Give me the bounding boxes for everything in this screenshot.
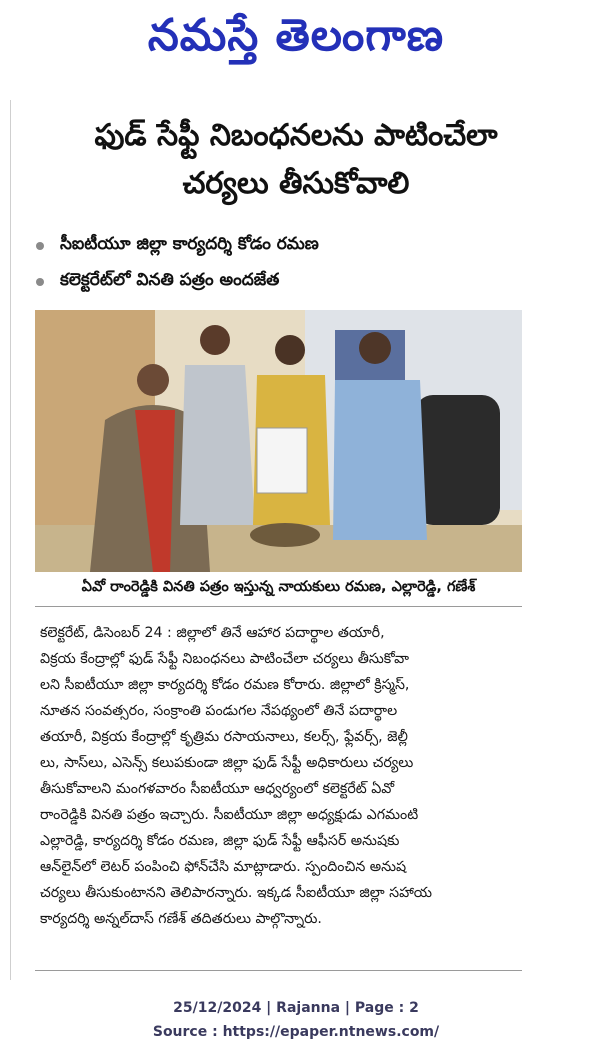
article-line: రాంరెడ్డికి వినతి పత్రం ఇచ్చారు. సీఐటీయూ జిల్లా అధ్యక్షుడు ఎగమంటి <box>40 807 419 823</box>
photo-caption: ఏవో రాంరెడ్డికి వినతి పత్రం ఇస్తున్న నాయకులు రమణ, ఎల్లారెడ్డి, గణేశ్ <box>35 572 522 607</box>
article-line: నూతన సంవత్సరం, సంక్రాంతి పండుగల నేపథ్యంలో తినే పదార్థాల <box>40 703 398 719</box>
masthead <box>40 6 552 76</box>
article-line: కార్యదర్శి అన్నల్‌దాస్ గణేశ్ తదితరులు పాల్గొన్నారు. <box>40 911 322 927</box>
footer-edition: 25/12/2024 | Rajanna | Page : 2 <box>173 1000 419 1016</box>
bullet-text: కలెక్టరేట్‌లో వినతి పత్రం అందజేత <box>60 270 280 290</box>
article-line: ఆన్‌లైన్‌లో లెటర్ పంపించి ఫోన్‌చేసి మాట్లాడారు. స్పందించిన అనుష <box>40 859 407 875</box>
bullet-dot-icon <box>36 242 44 250</box>
footer <box>0 996 592 1044</box>
footer-source-link[interactable]: Source : https://epaper.ntnews.com/ <box>152 1024 440 1040</box>
bullet-dot-icon <box>36 278 44 286</box>
headline-line-2: చర్యలు తీసుకోవాలి <box>182 166 410 201</box>
headline <box>34 112 558 208</box>
subhead-bullets <box>36 228 536 300</box>
article-line: తీసుకోవాలని మంగళవారం సీఐటీయూ ఆధ్వర్యంలో కలెక్టరేట్ ఏవో <box>40 781 395 797</box>
article-line: కలెక్టరేట్, డిసెంబర్ 24 : జిల్లాలో తినే ఆహార పదార్థాల తయారీ, <box>40 625 385 641</box>
news-photo <box>35 310 522 572</box>
article-line: లు, సాస్‌లు, ఎసెన్స్ కలుపకుండా జిల్లా ఫుడ్ సేఫ్టీ అధికారులు చర్యలు <box>40 755 414 771</box>
bottom-divider <box>35 970 522 971</box>
article-line: ఎల్లారెడ్డి, కార్యదర్శి కోడం రమణ, జిల్లా ఫుడ్ సేఫ్టీ ఆఫీసర్ అనుషకు <box>40 833 400 849</box>
news-photo-image <box>35 310 522 572</box>
article-line: తయారీ, విక్రయ కేంద్రాల్లో కృత్రిమ రసాయనాలు, కలర్స్, ఫ్లేవర్స్, జెల్లీ <box>40 729 408 745</box>
article-body <box>40 620 522 932</box>
article-line: చర్యలు తీసుకుంటానని తెలిపారన్నారు. ఇక్కడ సీఐటీయూ జిల్లా సహాయ <box>40 885 432 901</box>
headline-line-1: ఫుడ్ సేఫ్టీ నిబంధనలను పాటించేలా <box>94 118 498 153</box>
left-column-rule <box>10 100 11 980</box>
masthead-title: నమస్తే తెలంగాణ <box>147 10 445 61</box>
article-line: విక్రయ కేంద్రాల్లో ఫుడ్ సేఫ్టీ నిబంధనలు పాటించేలా చర్యలు తీసుకోవా <box>40 651 410 667</box>
bullet-text: సీఐటీయూ జిల్లా కార్యదర్శి కోడం రమణ <box>60 234 319 254</box>
bullet-item <box>36 264 536 300</box>
article-line: లని సీఐటీయూ జిల్లా కార్యదర్శి కోడం రమణ కోరారు. జిల్లాలో క్రిస్మస్, <box>40 677 410 693</box>
bullet-item <box>36 228 536 264</box>
